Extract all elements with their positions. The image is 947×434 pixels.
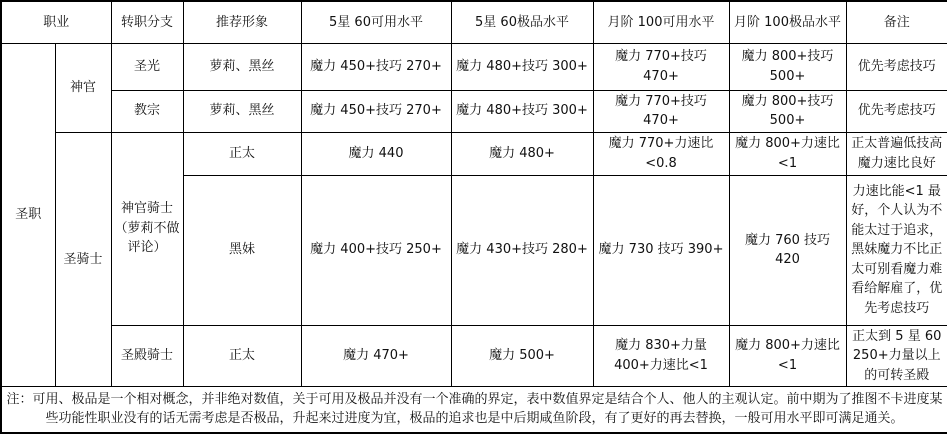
cell-subjob-priest: 神官	[55, 43, 111, 132]
cell-moon100-usable: 魔力 730 技巧 390+	[593, 175, 729, 325]
header-branch: 转职分支	[111, 1, 183, 43]
cell-appearance: 正太	[183, 132, 301, 175]
cell-star60-top: 魔力 430+技巧 280+	[451, 175, 593, 325]
cell-note: 力速比能<1 最好，个人认为不能太过于追求，黑妹魔力不比正太可别看魔力难看给解雇了，优先考虑技巧	[846, 175, 947, 325]
cell-star60-usable: 魔力 470+	[301, 325, 451, 387]
cell-moon100-usable: 魔力 770+技巧 470+	[593, 43, 729, 90]
cell-moon100-usable: 魔力 830+力量 400+力速比<1	[593, 325, 729, 387]
cell-note: 优先考虑技巧	[846, 43, 947, 90]
cell-moon100-top: 魔力 800+技巧 500+	[729, 43, 846, 90]
header-star60-usable: 5星 60可用水平	[301, 1, 451, 43]
table-row	[1, 132, 947, 175]
table-row	[1, 325, 947, 387]
cell-appearance: 萝莉、黑丝	[183, 43, 301, 90]
cell-star60-usable: 魔力 450+技巧 270+	[301, 43, 451, 90]
cell-note: 正太到 5 星 60 250+力量以上的可转圣殿	[846, 325, 947, 387]
cell-star60-top: 魔力 500+	[451, 325, 593, 387]
footnote: 注：可用、极品是一个相对概念，并非绝对数值，关于可用及极品并没有一个准确的界定，表中数值界定是结合个人、他人的主观认定。前中期为了推图不卡进度某些功能性职业没有的话无需考虑是否极品，升起来过进度为宜，极品的追求也是中后期咸鱼阶段，有了更好的再去替换，一般可用水平即可满足通关。	[1, 387, 947, 433]
cell-note: 正太普遍低技高魔力速比良好	[846, 132, 947, 175]
header-job: 职业	[1, 1, 111, 43]
cell-subjob-holy-knight: 圣骑士	[55, 132, 111, 387]
cell-star60-top: 魔力 480+技巧 300+	[451, 43, 593, 90]
cell-appearance: 正太	[183, 325, 301, 387]
cell-moon100-top: 魔力 800+力速比<1	[729, 132, 846, 175]
cell-moon100-usable: 魔力 770+力速比<0.8	[593, 132, 729, 175]
cell-appearance: 黑妹	[183, 175, 301, 325]
header-moon100-usable: 月阶 100可用水平	[593, 1, 729, 43]
cell-star60-top: 魔力 480+	[451, 132, 593, 175]
table-row	[1, 43, 947, 90]
cell-appearance: 萝莉、黑丝	[183, 90, 301, 132]
cell-star60-usable: 魔力 440	[301, 132, 451, 175]
header-row	[1, 1, 947, 43]
cell-star60-usable: 魔力 400+技巧 250+	[301, 175, 451, 325]
cell-moon100-usable: 魔力 770+技巧 470+	[593, 90, 729, 132]
footnote-row	[1, 387, 947, 433]
cell-star60-top: 魔力 480+技巧 300+	[451, 90, 593, 132]
cell-branch: 教宗	[111, 90, 183, 132]
cell-moon100-top: 魔力 800+力速比<1	[729, 325, 846, 387]
table-row	[1, 90, 947, 132]
cell-branch: 神官骑士（萝莉不做评论）	[111, 132, 183, 325]
cell-star60-usable: 魔力 450+技巧 270+	[301, 90, 451, 132]
header-notes: 备注	[846, 1, 947, 43]
cell-branch: 圣光	[111, 43, 183, 90]
header-star60-top: 5星 60极品水平	[451, 1, 593, 43]
cell-moon100-top: 魔力 800+技巧 500+	[729, 90, 846, 132]
header-appearance: 推荐形象	[183, 1, 301, 43]
cell-job-category: 圣职	[1, 43, 55, 387]
header-moon100-top: 月阶 100极品水平	[729, 1, 846, 43]
cell-moon100-top: 魔力 760 技巧 420	[729, 175, 846, 325]
cell-note: 优先考虑技巧	[846, 90, 947, 132]
cell-branch: 圣殿骑士	[111, 325, 183, 387]
